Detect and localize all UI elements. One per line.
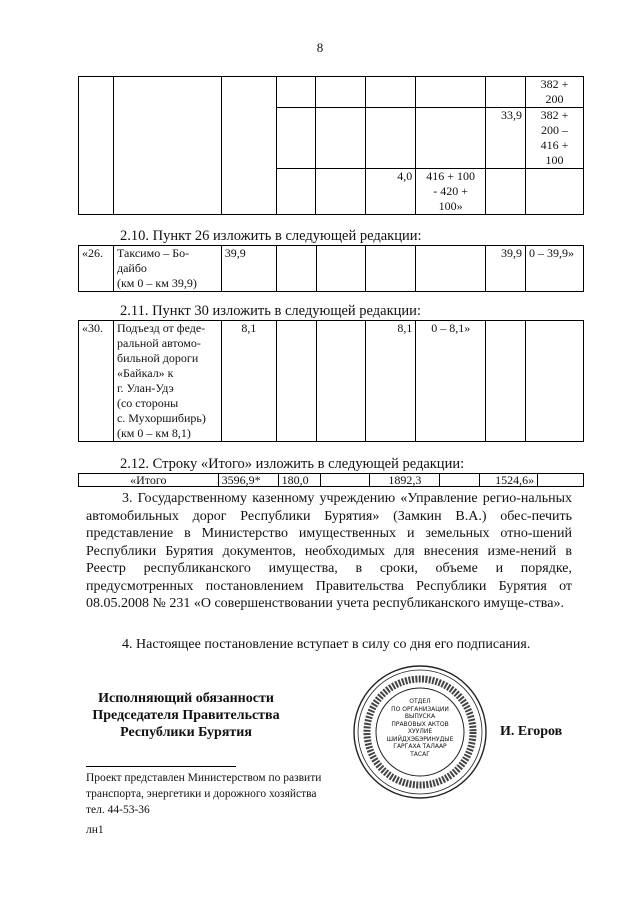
footer-line-1: Проект представлен Министерством по развити — [86, 772, 322, 784]
signatory-name: И. Егоров — [500, 724, 563, 739]
heading-2-10: 2.10. Пункт 26 изложить в следующей редакции: — [120, 228, 422, 244]
top-table-cell-r3c6: 4,0 — [366, 169, 416, 215]
signature-title — [86, 690, 286, 741]
top-table-cell-r1c9: 382 + 200 — [526, 77, 584, 108]
item-26-range: 0 – 39,9» — [526, 246, 584, 292]
item-26-length: 39,9 — [221, 246, 276, 292]
top-table-cell-r2c9: 382 + 200 – 416 + 100 — [526, 108, 584, 169]
signature-title-line3: Республики Бурятия — [120, 725, 252, 740]
heading-2-11: 2.11. Пункт 30 изложить в следующей редакции: — [120, 303, 421, 319]
top-table-cell-r2c8: 33,9 — [486, 108, 526, 169]
table-item-30 — [78, 320, 584, 442]
footer-divider — [86, 766, 236, 767]
heading-2-12: 2.12. Строку «Итого» изложить в следующей редакции: — [120, 456, 465, 472]
footer-line-3: тел. 44-53-36 — [86, 804, 150, 816]
total-value-4: 1524,6» — [480, 474, 538, 487]
top-table — [78, 76, 584, 215]
total-label: «Итого — [79, 474, 219, 487]
total-value-3: 1892,3 — [370, 474, 440, 487]
item-30-range: 0 – 8,1» — [416, 321, 486, 442]
item-30-value: 8,1 — [366, 321, 416, 442]
stamp-center-text: ОТДЕЛ ПО ОРГАНИЗАЦИИ ВЫПУСКА ПРАВОВЫХ АКТОВ ХУУЛИЕ ШИЙДХЭБЭРИНУДЫЕ ГАРГАХА ТАЛААР ТАСАГ — [386, 698, 454, 758]
paragraph-4: 4. Настоящее постановление вступает в силу со дня его подписания. — [122, 637, 531, 652]
total-value-1: 3596,9* — [218, 474, 278, 487]
paragraph-3: 3. Государственному казенному учреждению «Управление регио-нальных автомобильных дорог Республики Бурятия» (Замкин В.А.) обес-печить представление в Министерство имущественных и земельных отно-шений Республики Бурятия документов, необходимых для внесения изме-нений в Реестр республиканского имущества, в сроки, объеме и порядке, предусмотренных постановлением Правительства Республики Бурятия от 08.05.2008 № 231 «О совершенствовании учета республиканского имуще-ства». — [86, 491, 572, 611]
footer-line-2: транспорта, энергетики и дорожного хозяйства — [86, 788, 317, 800]
total-row-table — [78, 473, 584, 487]
item-26-name: Таксимо – Бо- дайбо (км 0 – км 39,9) — [113, 246, 221, 292]
item-30-length: 8,1 — [221, 321, 276, 442]
official-stamp — [350, 662, 490, 802]
document-code: лн1 — [86, 824, 104, 836]
total-value-2: 180,0 — [278, 474, 320, 487]
item-30-number: «30. — [79, 321, 114, 442]
top-table-cell-r3c7: 416 + 100 - 420 + 100» — [416, 169, 486, 215]
page-number: 8 — [316, 40, 324, 55]
footer-note — [86, 770, 321, 818]
signature-title-line2: Председателя Правительства — [92, 708, 280, 723]
signature-title-line1: Исполняющий обязанности — [98, 691, 274, 706]
item-26-number: «26. — [79, 246, 114, 292]
table-item-26 — [78, 245, 584, 292]
item-30-name: Подъезд от феде- ральной автомо- бильной дороги «Байкал» к г. Улан-Удэ (со стороны с. Мухоршибирь) (км 0 – км 8,1) — [113, 321, 221, 442]
item-26-value: 39,9 — [486, 246, 526, 292]
